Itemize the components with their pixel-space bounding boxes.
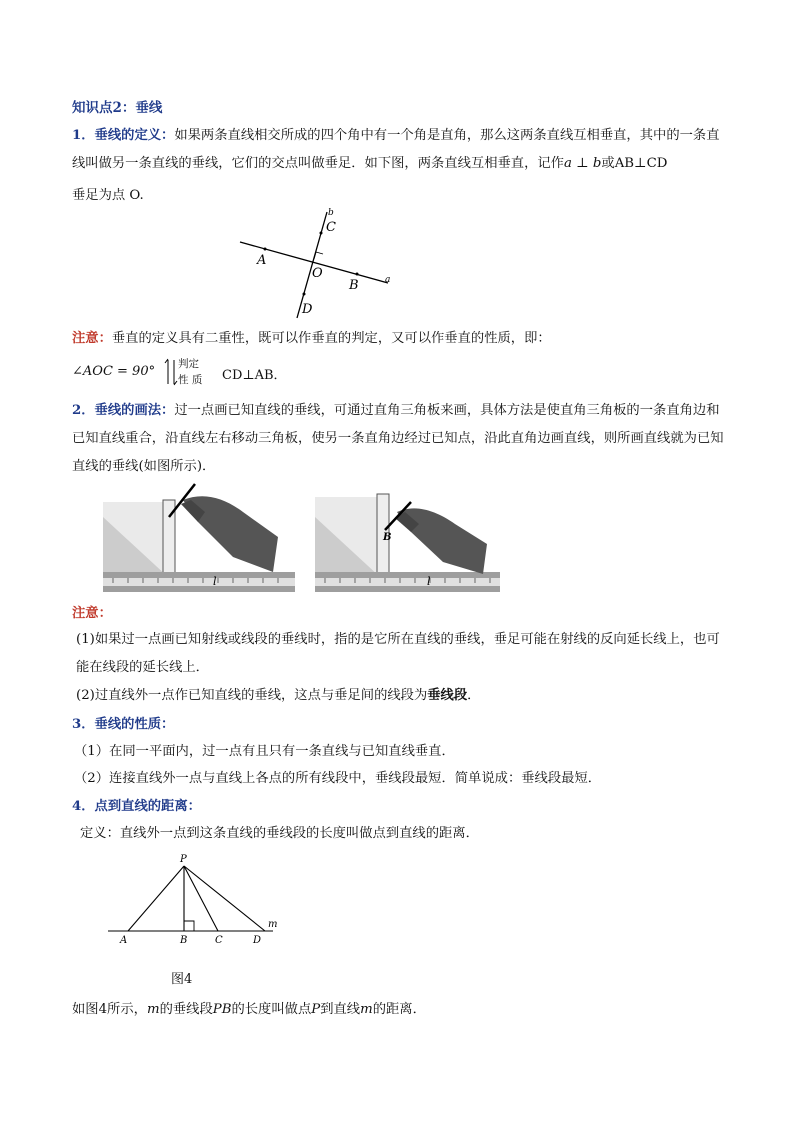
right-angle-mark bbox=[314, 252, 323, 259]
final-m1: m bbox=[146, 1002, 160, 1017]
label-a-point: A bbox=[257, 253, 267, 268]
fig4-label-a: A bbox=[120, 935, 128, 946]
final-pb: PB bbox=[212, 1002, 232, 1017]
distance-label: 4．点到直线的距离： bbox=[72, 799, 201, 814]
drawing-method-paragraph bbox=[72, 397, 724, 481]
fig4-label-d: D bbox=[253, 935, 262, 946]
right-angle-mark-b bbox=[184, 921, 194, 931]
point-a-dot bbox=[264, 248, 267, 251]
heading-title: 垂线 bbox=[135, 100, 163, 116]
figure-4-caption: 图4 bbox=[171, 972, 193, 987]
cd-perp-ab: CD⊥AB． bbox=[222, 368, 287, 383]
note-2-label: 注意： bbox=[72, 606, 112, 621]
final-sentence bbox=[72, 998, 426, 1017]
final-t2: 的垂线段 bbox=[159, 1002, 213, 1017]
distance-definition: 定义：直线外一点到这条直线的垂线段的长度叫做点到直线的距离． bbox=[80, 826, 479, 841]
math-ab-perp-cd: AB⊥CD bbox=[614, 156, 668, 171]
heading-colon: ： bbox=[121, 100, 136, 116]
perpendicular-segment-term: 垂线段 bbox=[427, 688, 468, 703]
property-2: （2）连接直线外一点与直线上各点的所有线段中，垂线段最短．简单说成：垂线段最短． bbox=[74, 771, 602, 786]
perpendicular-lines-figure bbox=[230, 200, 410, 325]
point-b-dot bbox=[356, 273, 359, 276]
final-t1: 如图4所示， bbox=[72, 1002, 147, 1017]
definition-text: 如果两条直线相交所成的四个角中有一个角是直角，那么这两条直线互相垂直，其中的一条直线叫做另一条直线的垂线，它们的交点叫做垂足．如下图，两条直线互相垂直，记作 bbox=[72, 128, 720, 171]
properties-label: 3．垂线的性质： bbox=[72, 717, 175, 732]
label-d: D bbox=[302, 302, 313, 317]
definition-label: 1．垂线的定义： bbox=[72, 128, 175, 143]
point-c-dot bbox=[320, 232, 323, 235]
property-1: （1）在同一平面内，过一点有且只有一条直线与已知直线垂直． bbox=[74, 744, 455, 759]
drawing-method-label: 2．垂线的画法： bbox=[72, 403, 175, 418]
heading-number: 2 bbox=[112, 100, 122, 116]
fig4-label-b: B bbox=[180, 935, 188, 946]
note-1-text: 垂直的定义具有二重性，既可以作垂直的判定，又可以作垂直的性质，即： bbox=[111, 331, 551, 346]
photo-left-line-label: l bbox=[213, 575, 217, 588]
drawing-method-text: 过一点画已知直线的垂线，可通过直角三角板来画，具体方法是使直角三角板的一条直角边和已知直线重合，沿直线左右移动三角板，使另一条直角边经过已知点，沿此直角边画直线，则所画直线就为已知直线的垂线(如图所示)． bbox=[72, 403, 724, 474]
final-t3: 的长度叫做点 bbox=[231, 1002, 312, 1017]
angle-aoc: ∠AOC = 90° bbox=[72, 364, 156, 379]
point-d-dot bbox=[303, 293, 306, 296]
property-label: 性 质 bbox=[178, 374, 203, 386]
final-p: P bbox=[311, 1002, 321, 1017]
definition-paragraph bbox=[72, 122, 724, 178]
fig4-label-c: C bbox=[215, 935, 223, 946]
note-1-label: 注意： bbox=[72, 331, 112, 346]
note-2-point-1: (1)如果过一点画已知射线或线段的垂线时，指的是它所在直线的垂线，垂足可能在射线的反向延长线上，也可能在线段的延长线上． bbox=[76, 632, 720, 675]
final-t5: 的距离． bbox=[372, 1002, 426, 1017]
segment-pa bbox=[128, 866, 184, 931]
section-heading bbox=[72, 96, 162, 116]
label-b-point: B bbox=[349, 278, 359, 293]
triangle-ruler-photo-left bbox=[103, 482, 295, 592]
note-1 bbox=[72, 327, 551, 346]
fig4-label-p: P bbox=[180, 854, 187, 865]
triangle-ruler-photo-right bbox=[315, 482, 500, 592]
math-a-perp-b: a ⊥ b bbox=[563, 156, 602, 171]
foot-point-line: 垂足为点 O. bbox=[72, 188, 144, 203]
final-t4: 到直线 bbox=[320, 1002, 361, 1017]
heading-prefix: 知识点 bbox=[72, 100, 113, 116]
fig4-label-m: m bbox=[268, 919, 278, 930]
judge-label: 判定 bbox=[178, 358, 199, 370]
note-2-point-2 bbox=[76, 684, 480, 703]
label-a-line: a bbox=[385, 275, 391, 285]
note-2-point-2-text: (2)过直线外一点作已知直线的垂线，这点与垂足间的线段为 bbox=[76, 688, 428, 703]
note-2-point-2-end: ． bbox=[467, 688, 481, 703]
label-b-line: b bbox=[328, 208, 334, 218]
final-m2: m bbox=[360, 1002, 373, 1017]
or-text: 或 bbox=[601, 156, 615, 171]
double-arrow-icon bbox=[164, 356, 178, 388]
photo-right-point-label: B bbox=[383, 532, 392, 543]
photo-right-line-label: l bbox=[427, 575, 431, 588]
segment-pd bbox=[184, 866, 265, 931]
figure-4-diagram bbox=[100, 848, 300, 948]
label-c: C bbox=[326, 220, 336, 235]
label-o: O bbox=[312, 266, 323, 281]
